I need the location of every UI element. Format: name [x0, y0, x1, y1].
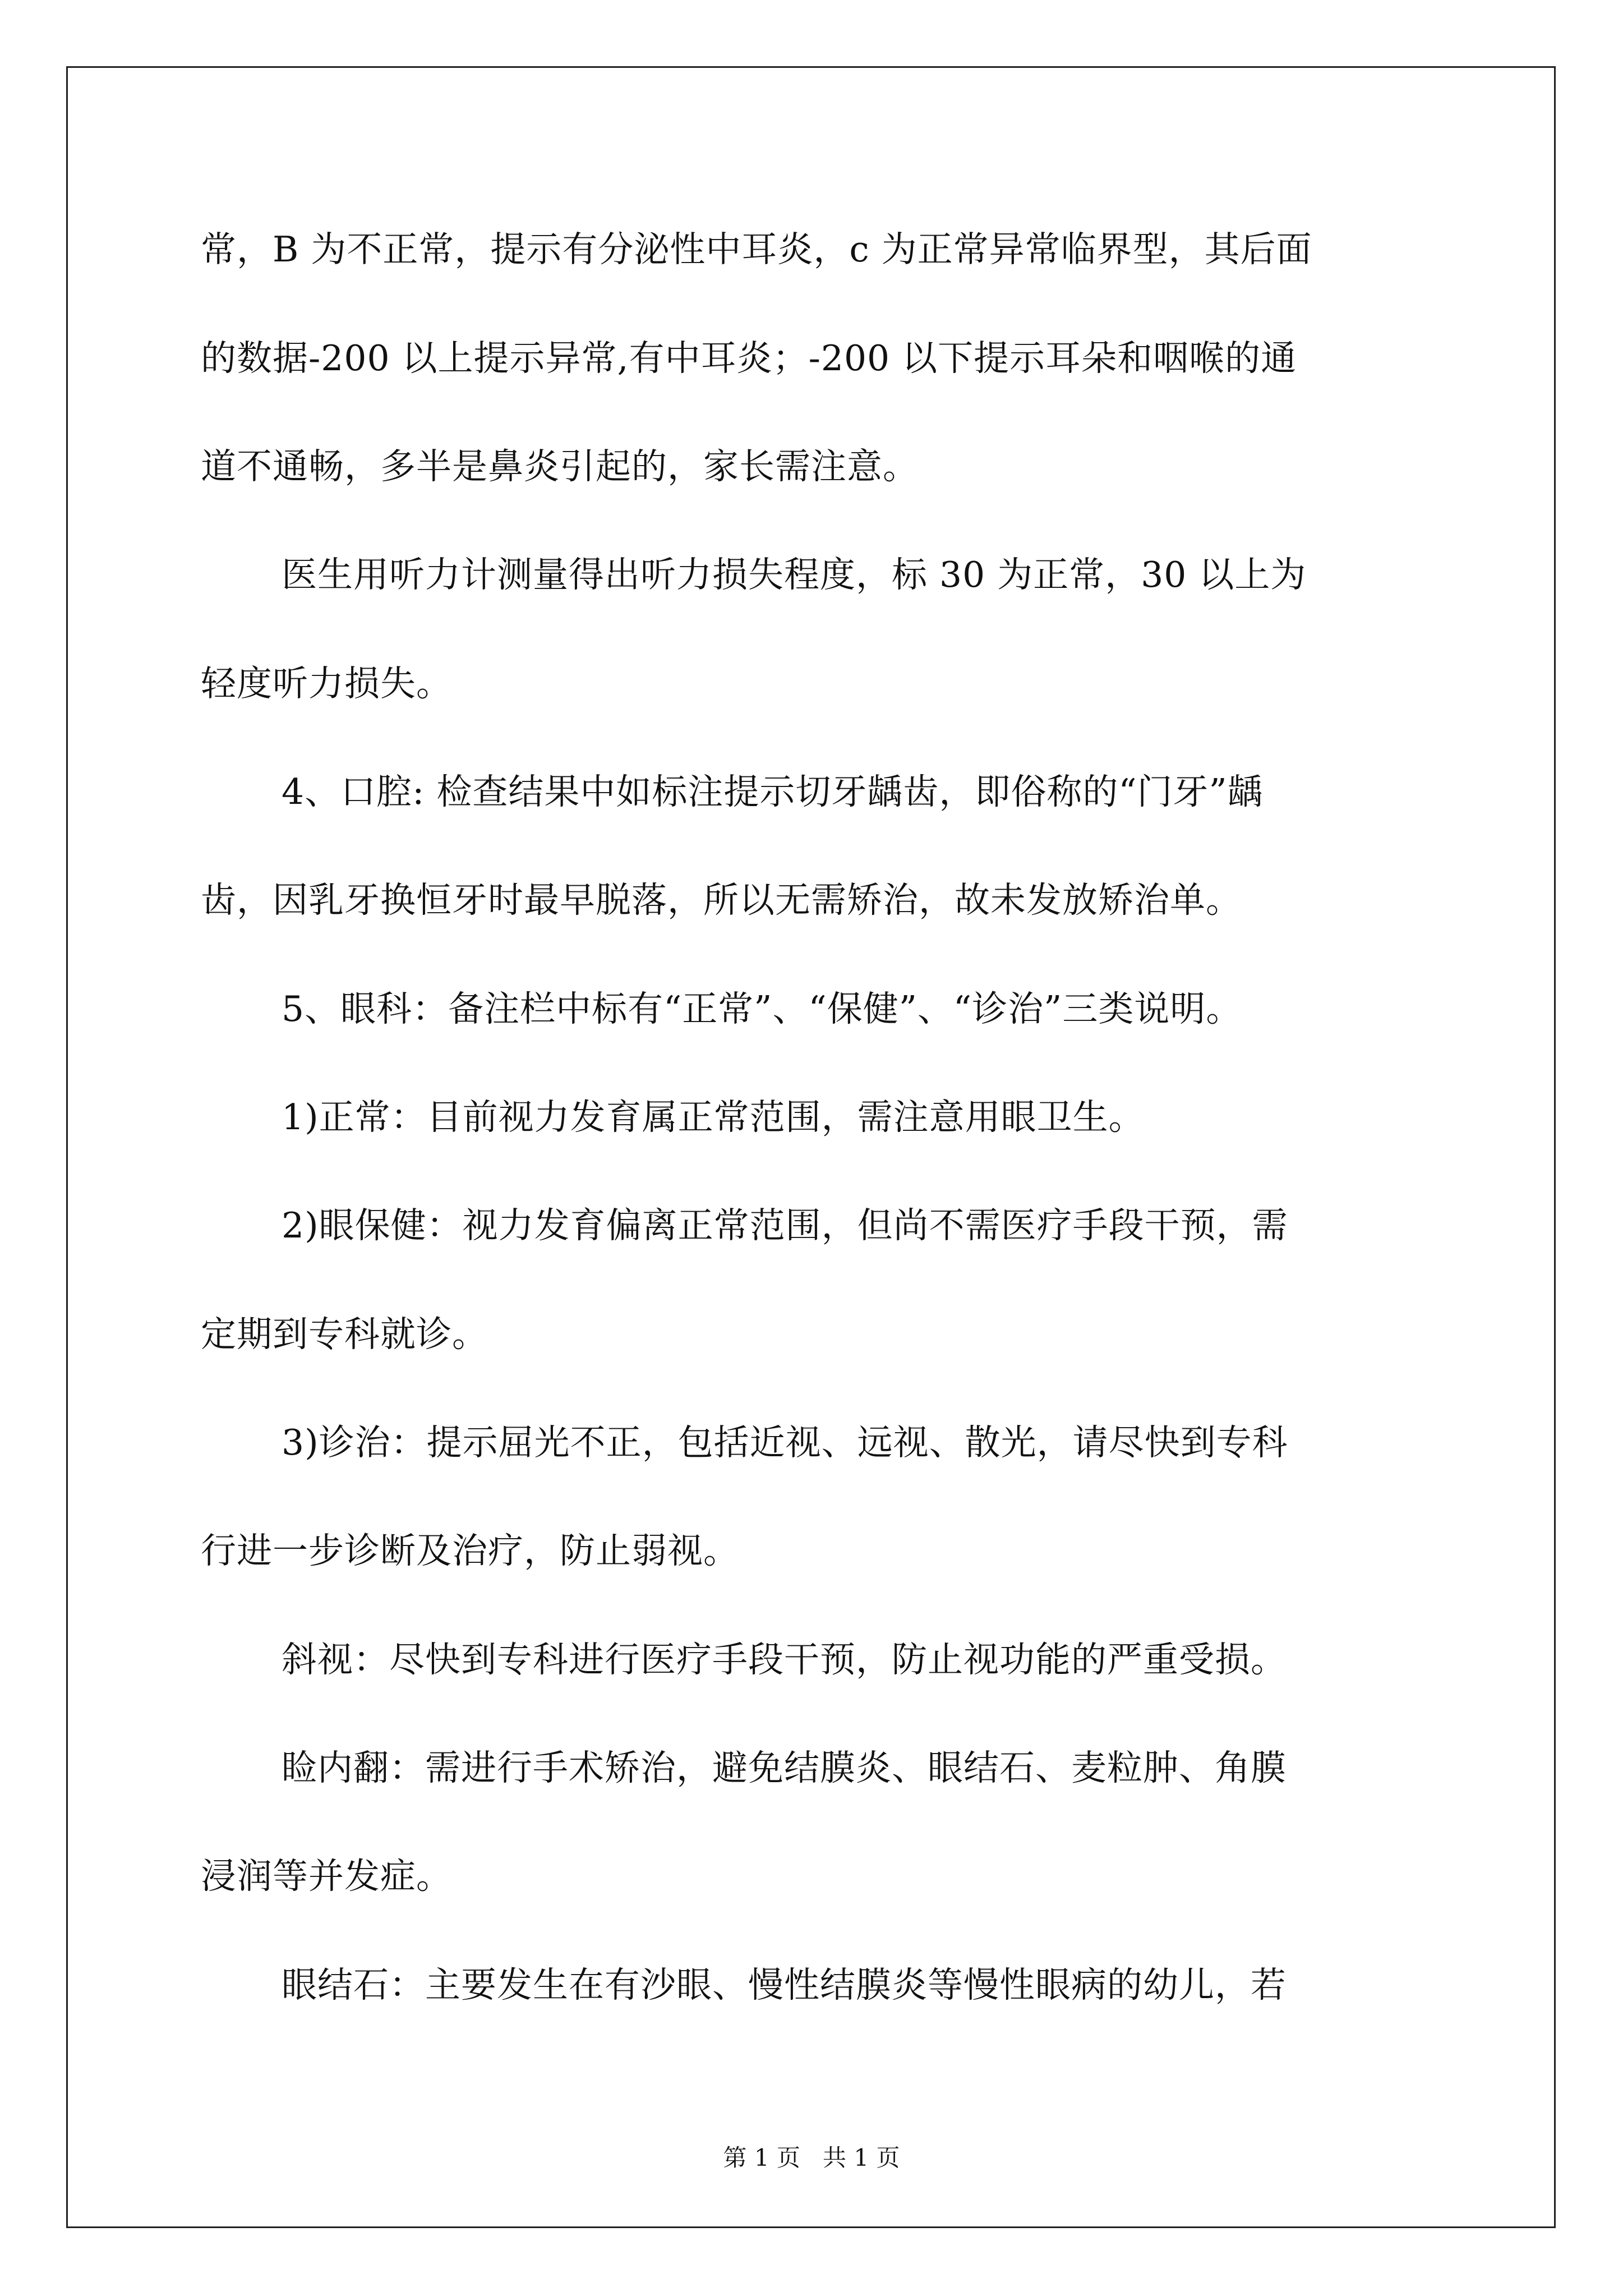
text-line: 定期到专科就诊。 [201, 1314, 488, 1355]
text-line: 5、眼科：备注栏中标有“正常”、“保健”、“诊治”三类说明。 [282, 988, 1242, 1029]
text-line: 常，B 为不正常，提示有分泌性中耳炎，c 为正常异常临界型，其后面 [201, 229, 1312, 270]
text-line: 4、口腔: 检查结果中如标注提示切牙龋齿，即俗称的“门牙”龋 [282, 771, 1264, 812]
text-line: 眼结石：主要发生在有沙眼、慢性结膜炎等慢性眼病的幼儿，若 [282, 1964, 1287, 2005]
text-line: 睑内翻：需进行手术矫治，避免结膜炎、眼结石、麦粒肿、角膜 [282, 1747, 1287, 1788]
text-line: 轻度听力损失。 [201, 663, 452, 704]
text-line: 3)诊治：提示屈光不正，包括近视、远视、散光，请尽快到专科 [282, 1422, 1288, 1463]
text-line: 医生用听力计测量得出听力损失程度，标 30 为正常，30 以上为 [282, 554, 1307, 595]
text-line: 浸润等并发症。 [201, 1856, 452, 1897]
text-line: 齿，因乳牙换恒牙时最早脱落，所以无需矫治，故未发放矫治单。 [201, 880, 1242, 921]
text-line: 1)正常：目前视力发育属正常范围，需注意用眼卫生。 [282, 1097, 1145, 1138]
page-number: 第 1 页 共 1 页 [723, 2144, 900, 2171]
text-line: 斜视：尽快到专科进行医疗手段干预，防止视功能的严重受损。 [282, 1639, 1287, 1680]
page-border [66, 66, 1556, 2228]
text-line: 2)眼保健：视力发育偏离正常范围，但尚不需医疗手段干预，需 [282, 1205, 1288, 1246]
text-line: 的数据-200 以上提示异常,有中耳炎；-200 以下提示耳朵和咽喉的通 [201, 338, 1297, 379]
text-line: 道不通畅，多半是鼻炎引起的，家长需注意。 [201, 446, 919, 487]
text-line: 行进一步诊断及治疗，防止弱视。 [201, 1530, 739, 1571]
